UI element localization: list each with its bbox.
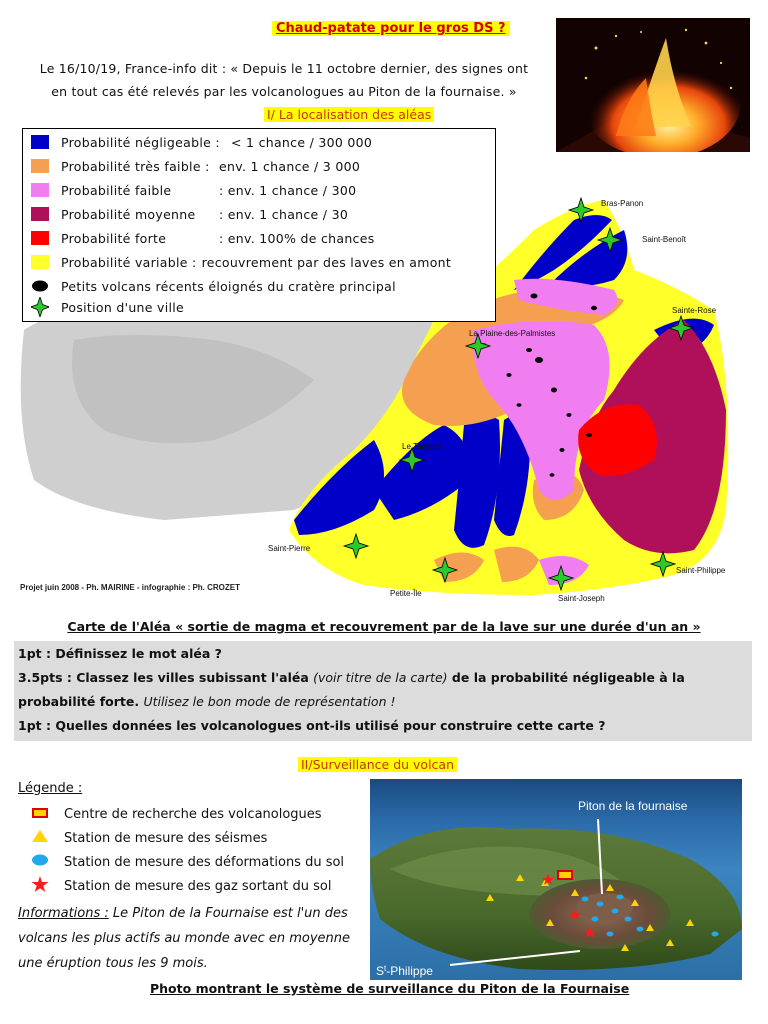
legend-row-negligeable [31,132,372,152]
legend-row-forte [31,228,375,248]
photo-label-saint-philippe: $S^t$-Philippe [376,964,433,978]
city-label-plaine-des-palmistes: La Plaine-des-Palmistes [469,329,556,338]
eruption-illustration [556,18,750,152]
question-2-part-e: Utilisez le bon mode de représentation ! [143,694,396,709]
yellow-triangle-icon [30,829,50,847]
question-1: 1pt : Définissez le mot aléa ? [18,646,222,661]
legend-2-row-gaz [30,875,332,897]
magenta-square-icon [31,207,49,221]
map-credit: Projet juin 2008 - Ph. MAIRINE - infographie : Ph. CROZET [20,583,241,592]
yellow-square-icon [31,255,49,269]
photo-caption: Photo montrant le système de surveillance du Piton de la Fournaise [150,981,630,996]
surveillance-illustration [370,779,742,980]
info-label: Informations : [18,906,109,921]
page-title: Chaud-patate pour le gros DS ? [272,21,510,36]
legend-label: Petits volcans récents éloignés du cratère principal [61,278,396,294]
intro-paragraph [14,57,554,103]
city-label-saint-philippe: Saint-Philippe [676,566,726,575]
legend-2-label: Centre de recherche des volcanologues [64,806,322,822]
legend-label: Probabilité forte [61,230,167,246]
legend-value: : env. 100% de chances [219,230,375,246]
blue-ellipse-icon [30,853,50,871]
legend-2-label: Station de mesure des gaz sortant du sol [64,878,332,894]
question-2-part-c: de la probabilité négligeable à la [447,670,685,685]
legend-value: recouvrement par des laves en amont [201,254,452,270]
intro-line-1: Le 16/10/19, France-info dit : « Depuis le 11 octobre dernier, des signes ont [39,61,529,76]
legend-label: Probabilité moyenne [61,206,196,222]
map-caption: Carte de l'Aléa « sortie de magma et recouvrement par de la lave sur une durée d'un an » [67,619,701,634]
legend-value: : env. 1 chance / 30 [219,206,349,222]
city-label-le-tampon: Le Tampon [402,442,442,451]
legend-value: : env. 1 chance / 300 [219,182,357,198]
legend-label: Probabilité faible [61,182,172,198]
question-2 [18,665,685,690]
legend-2-row-research [30,803,322,825]
city-label-sainte-rose: Sainte-Rose [672,306,717,315]
city-label-petite-ile: Petite-Île [390,589,422,598]
legend-label: Probabilité variable : [61,254,197,270]
questions-block [14,641,752,741]
question-2-part-d: probabilité forte. [18,694,144,709]
question-2-part-b: (voir titre de la carte) [313,670,448,685]
info-text: Le Piton de la Fournaise est l'un des volcans les plus actifs au monde avec en moyenne une éruption tous les 9 mois. [18,906,351,971]
section-1-title: I/ La localisation des aléas [264,107,434,122]
legend-label: Position d'une ville [61,299,185,315]
info-paragraph [18,901,363,976]
legend-row-ville [31,297,184,317]
city-label-bras-panon: Bras-Panon [601,199,644,208]
section-2-title: II/Surveillance du volcan [298,757,457,772]
legend-row-faible [31,180,356,200]
eruption-photo [556,18,750,152]
map-legend [22,128,496,322]
legend-row-tres-faible [31,156,360,176]
question-3: 1pt : Quelles données les volcanologues ont-ils utilisé pour construire cette carte ? [18,718,606,733]
legend-label: Probabilité négligeable : [61,134,220,150]
pink-square-icon [31,183,49,197]
orange-square-icon [31,159,49,173]
surveillance-photo [370,779,742,980]
photo-label-piton: Piton de la fournaise [578,799,688,813]
legend-2-title: Légende : [18,781,83,796]
legend-value: < 1 chance / 300 000 [231,134,373,150]
intro-line-2: en tout cas été relevés par les volcanologues au Piton de la fournaise. » [51,84,517,99]
city-label-saint-joseph: Saint-Joseph [558,594,605,603]
legend-row-variable [31,252,451,272]
blue-square-icon [31,135,49,149]
city-label-saint-benoit: Saint-Benoît [642,235,687,244]
red-square-icon [31,231,49,245]
question-2-part-a: 3.5pts : Classez les villes subissant l'aléa [18,670,314,685]
legend-row-petits-volcans [31,276,396,296]
legend-value: env. 1 chance / 3 000 [219,158,361,174]
red-star-icon [30,876,50,896]
legend-2-label: Station de mesure des déformations du sol [64,854,345,870]
legend-row-moyenne [31,204,348,224]
legend-label: Probabilité très faible : [61,158,210,174]
research-center-icon [30,807,50,822]
black-ellipse-icon [31,279,49,293]
city-label-saint-pierre: Saint-Pierre [268,544,311,553]
question-2-continued [18,689,396,714]
legend-2-row-deformations [30,851,344,873]
legend-2-row-seismes [30,827,267,849]
legend-2-label: Station de mesure des séismes [64,830,268,846]
green-star-icon [31,297,49,317]
